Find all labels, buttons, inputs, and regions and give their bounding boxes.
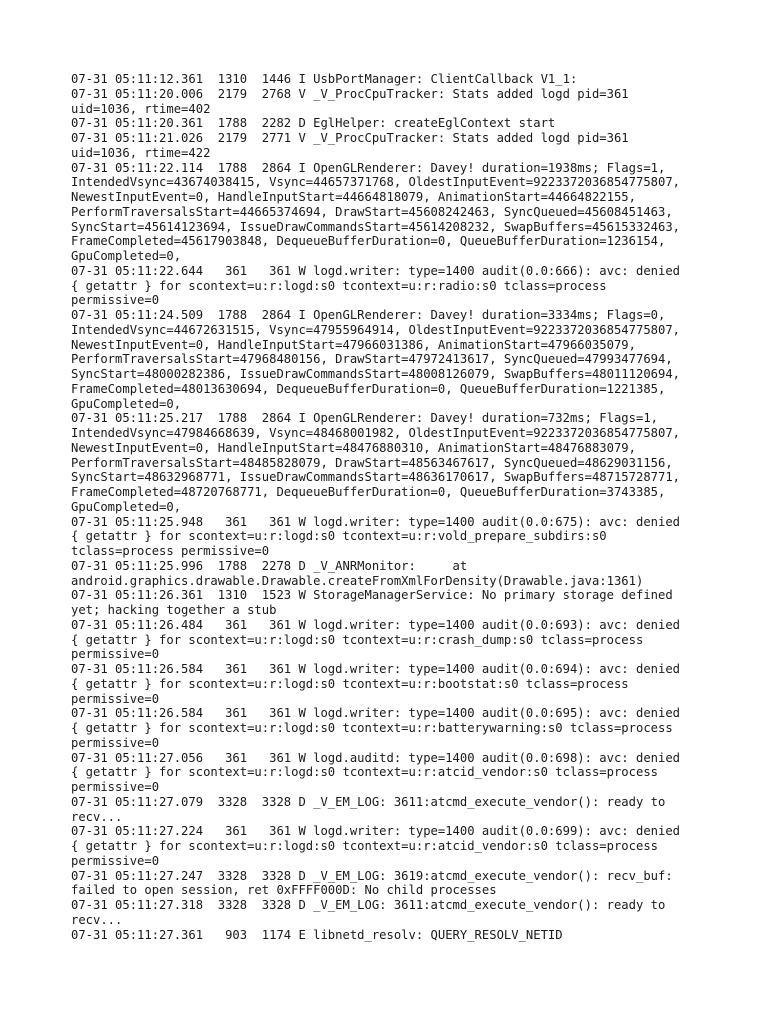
log-entry: 07-31 05:11:24.509 1788 2864 I OpenGLRenderer: Davey! duration=3334ms; Flags=0, IntendedVsync=44672631515, Vsync=47955964914, OldestInputEvent=9223372036854775807, NewestInputEvent=0, HandleInputStart=47966031386, AnimationStart=47966035079, PerformTraversalsStart=47968480156, DrawStart=47972413617, SyncQueued=47993477694, SyncStart=48000282386, IssueDrawCommandsStart=48008126079, SwapBuffers=48011120694, FrameCompleted=48013630694, DequeueBufferDuration=0, QueueBufferDuration=1221385, GpuCompleted=0,: [71, 308, 681, 411]
log-entry: 07-31 05:11:27.247 3328 3328 D _V_EM_LOG: 3619:atcmd_execute_vendor(): recv_buf: failed to open session, ret 0xFFFF000D: No child processes: [71, 868, 673, 898]
log-entry: 07-31 05:11:27.224 361 361 W logd.writer: type=1400 audit(0.0:699): avc: denied { getattr } for scontext=u:r:logd:s0 tcontext=u:r:atcid_vendor:s0 tclass=process permissive=0: [71, 824, 681, 868]
log-entry: 07-31 05:11:20.361 1788 2282 D EglHelper: createEglContext start: [71, 116, 556, 131]
log-entry: 07-31 05:11:26.584 361 361 W logd.writer: type=1400 audit(0.0:694): avc: denied { getattr } for scontext=u:r:logd:s0 tcontext=u:r:bootstat:s0 tclass=process permissive=0: [71, 662, 681, 706]
log-entry: 07-31 05:11:27.361 903 1174 E libnetd_resolv: QUERY_RESOLV_NETID: [71, 927, 563, 942]
log-entry: 07-31 05:11:25.217 1788 2864 I OpenGLRenderer: Davey! duration=732ms; Flags=1, IntendedVsync=47984668639, Vsync=48468001982, OldestInputEvent=9223372036854775807, NewestInputEvent=0, HandleInputStart=48476880310, AnimationStart=48476883079, PerformTraversalsStart=48485828079, DrawStart=48563467617, SyncQueued=48629031156, SyncStart=48632968771, IssueDrawCommandsStart=48636170617, SwapBuffers=48715728771, FrameCompleted=48720768771, DequeueBufferDuration=0, QueueBufferDuration=3743385, GpuCompleted=0,: [71, 411, 681, 514]
log-entry: 07-31 05:11:25.996 1788 2278 D _V_ANRMonitor: at android.graphics.drawable.Drawable.createFromXmlForDensity(Drawable.java:1361): [71, 558, 644, 588]
log-entry: 07-31 05:11:25.948 361 361 W logd.writer: type=1400 audit(0.0:675): avc: denied { getattr } for scontext=u:r:logd:s0 tcontext=u:r:vold_prepare_subdirs:s0 tclass=process permissive=0: [71, 514, 681, 558]
log-entry: 07-31 05:11:27.318 3328 3328 D _V_EM_LOG: 3611:atcmd_execute_vendor(): ready to recv...: [71, 898, 666, 927]
log-entry: 07-31 05:11:26.361 1310 1523 W StorageManagerService: No primary storage defined yet; hacking together a stub: [71, 588, 673, 617]
log-entry: 07-31 05:11:22.644 361 361 W logd.writer: type=1400 audit(0.0:666): avc: denied { getattr } for scontext=u:r:logd:s0 tcontext=u:r:radio:s0 tclass=process permissive=0: [71, 263, 681, 308]
log-entry: 07-31 05:11:12.361 1310 1446 I UsbPortManager: ClientCallback V1_1:: [71, 72, 578, 86]
log-entry: 07-31 05:11:21.026 2179 2771 V _V_ProcCpuTracker: Stats added logd pid=361 uid=1036, rtime=422: [71, 131, 629, 160]
log-entry: 07-31 05:11:20.006 2179 2768 V _V_ProcCpuTracker: Stats added logd pid=361 uid=1036, rtime=402: [71, 86, 629, 116]
log-entry: 07-31 05:11:27.056 361 361 W logd.auditd: type=1400 audit(0.0:698): avc: denied { getattr } for scontext=u:r:logd:s0 tcontext=u:r:atcid_vendor:s0 tclass=process permissive=0: [71, 750, 681, 794]
log-entry: 07-31 05:11:27.079 3328 3328 D _V_EM_LOG: 3611:atcmd_execute_vendor(): ready to recv...: [71, 794, 666, 824]
log-entry: 07-31 05:11:26.484 361 361 W logd.writer: type=1400 audit(0.0:693): avc: denied { getattr } for scontext=u:r:logd:s0 tcontext=u:r:crash_dump:s0 tclass=process permissive=0: [71, 617, 681, 662]
log-entry: 07-31 05:11:26.584 361 361 W logd.writer: type=1400 audit(0.0:695): avc: denied { getattr } for scontext=u:r:logd:s0 tcontext=u:r:batterywarning:s0 tclass=process permissive=0: [71, 706, 681, 750]
log-page: [71, 72, 711, 942]
log-entry: 07-31 05:11:22.114 1788 2864 I OpenGLRenderer: Davey! duration=1938ms; Flags=1, IntendedVsync=43674038415, Vsync=44657371768, OldestInputEvent=9223372036854775807, NewestInputEvent=0, HandleInputStart=44664818079, AnimationStart=44664822155, PerformTraversalsStart=44665374694, DrawStart=45608242463, SyncQueued=45608451463, SyncStart=45614123694, IssueDrawCommandsStart=45614208232, SwapBuffers=45615332463, FrameCompleted=45617903848, DequeueBufferDuration=0, QueueBufferDuration=1236154, GpuCompleted=0,: [71, 160, 681, 263]
